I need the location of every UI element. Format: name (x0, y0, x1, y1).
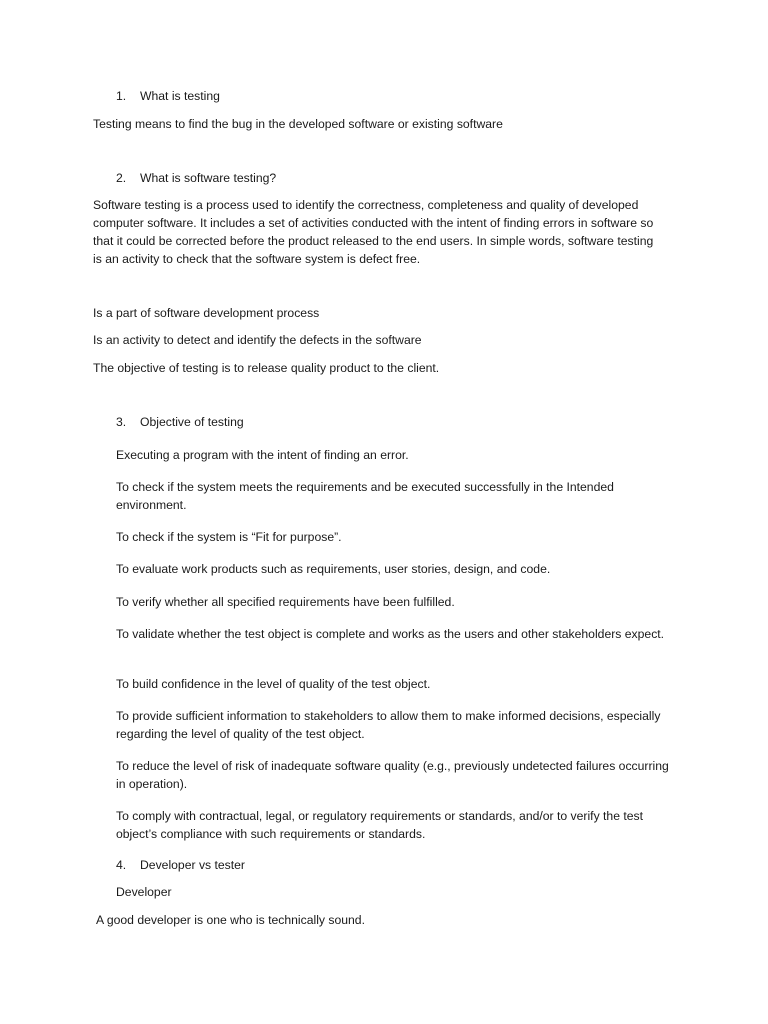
section-title: What is software testing? (140, 171, 277, 185)
objective-item: Executing a program with the intent of finding an error. (116, 448, 409, 462)
section-2-line: Is a part of software development process (93, 306, 320, 320)
developer-text: A good developer is one who is technically sound. (96, 913, 365, 927)
section-title: Objective of testing (140, 415, 244, 429)
section-number: 1. (116, 89, 127, 103)
section-4-heading (116, 857, 245, 874)
section-number: 3. (116, 415, 127, 429)
objective-item: To evaluate work products such as requirements, user stories, design, and code. (116, 562, 551, 576)
section-2-line: Is an activity to detect and identify the defects in the software (93, 333, 422, 347)
objective-item: To comply with contractual, legal, or regulatory requirements or standards, and/or to verify the test object’s compliance with such requirements or standards. (116, 809, 644, 841)
section-2-line: The objective of testing is to release quality product to the client. (93, 361, 440, 375)
objective-item: To validate whether the test object is complete and works as the users and other stakeholders expect. (116, 627, 665, 641)
objective-item: To reduce the level of risk of inadequate software quality (e.g., previously undetected failures occurring in operation). (116, 759, 669, 791)
developer-subheading: Developer (116, 885, 172, 899)
section-1-text: Testing means to find the bug in the developed software or existing software (93, 117, 503, 131)
section-2-paragraph: Software testing is a process used to identify the correctness, completeness and quality of developed computer software. It includes a set of activities conducted with the intent of finding errors in software so that it could be corrected before the product released to the end users. In simple words, software testing is an activity to check that the software system is defect free. (93, 198, 654, 266)
section-number: 4. (116, 858, 127, 872)
objective-item: To provide sufficient information to stakeholders to allow them to make informed decisions, especially regarding the level of quality of the test object. (116, 709, 661, 741)
section-1-heading (116, 88, 220, 105)
objective-item: To build confidence in the level of quality of the test object. (116, 677, 431, 691)
objective-item: To verify whether all specified requirements have been fulfilled. (116, 595, 455, 609)
section-title: Developer vs tester (140, 858, 245, 872)
section-number: 2. (116, 171, 127, 185)
objective-item: To check if the system meets the requirements and be executed successfully in the Intended environment. (116, 480, 614, 512)
section-title: What is testing (140, 89, 220, 103)
objective-item: To check if the system is “Fit for purpose”. (116, 530, 342, 544)
section-3-heading (116, 414, 244, 431)
section-2-heading (116, 170, 276, 187)
